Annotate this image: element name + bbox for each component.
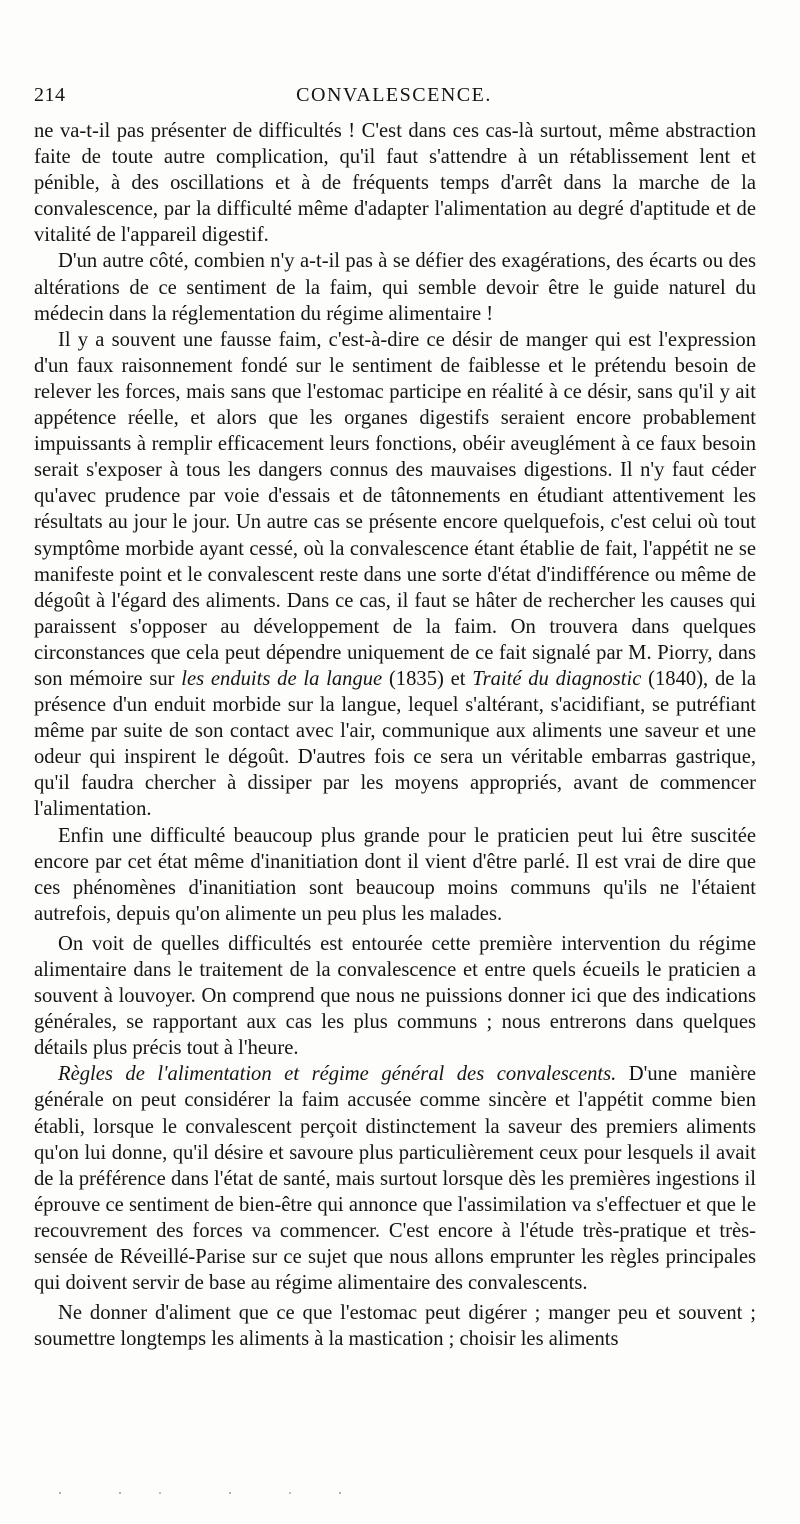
paragraph-3 (34, 327, 756, 823)
paragraph-6-text: D'une manière générale on peut considérer la faim accusée comme sincère et l'appétit comme bien établi, lorsque le convalescent perçoit distinctement la saveur des premiers aliments qu'on lui donne, qu'il désire et savoure plus particulièrement ceux pour lesquels il avait de la préférence dans l'état de santé, mais surtout lorsque dès les premières ingestions il éprouve ce sentiment de bien-être qui annonce que l'assimilation va s'effectuer et que le recouvrement des forces va commencer. C'est encore à l'étude très-pratique et très-sensée de Réveillé-Parise sur ce sujet que nous allons emprunter les règles principales qui doivent servir de base au régime alimentaire des convalescents. (34, 1063, 756, 1295)
paragraph-4-text: Enfin une difficulté beaucoup plus grande pour le praticien peut lui être suscitée encore par cet état même d'inanitiation dont il vient d'être parlé. Il est vrai de dire que ces phénomènes d'inanitiation sont beaucoup moins communs qu'ils ne l'étaient autrefois, depuis qu'on alimente un peu plus les malades. (34, 824, 756, 925)
paragraph-1-text: ne va-t-il pas présenter de difficultés ! C'est dans ces cas-là surtout, même abstraction faite de toute autre complication, qu'il faut s'attendre à un rétablissement lent et pénible, à des oscillations et à de fréquents temps d'arrêt dans la marche de la convalescence, par la difficulté même d'adapter l'alimentation au degré d'aptitude et de vitalité de l'appareil digestif. (34, 120, 756, 247)
running-title: CONVALESCENCE. (296, 84, 492, 106)
paragraph-2-text: D'un autre côté, combien n'y a-t-il pas à se défier des exagérations, des écarts ou des altérations de ce sentiment de la faim, qui semble devoir être le guide naturel du médecin dans la réglementation du régime alimentaire ! (34, 250, 756, 325)
scan-specks (40, 1488, 740, 1498)
citation-title-2: Traité du diagnostic (472, 667, 642, 690)
page-number: 214 (34, 84, 66, 106)
paragraph-3-mid: (1835) et (382, 667, 473, 690)
body-text (34, 118, 756, 1352)
paragraph-2 (34, 248, 756, 326)
paragraph-6 (34, 1061, 756, 1296)
citation-title-1: les enduits de la langue (181, 667, 383, 690)
paragraph-3-text: Il y a souvent une fausse faim, c'est-à-dire ce désir de manger qui est l'expression d'un faux raisonnement fondé sur le sentiment de faiblesse et le prétendu besoin de relever les forces, mais sans que l'estomac participe en réalité à ce désir, sans qu'il y ait appétence réelle, et alors que les organes digestifs seraient encore probablement impuissants à remplir efficacement leurs fonctions, obéir aveuglément à ce faux besoin serait s'exposer à tous les dangers connus des mauvaises digestions. Il n'y faut céder qu'avec prudence par voie d'essais et de tâtonnements en étudiant attentivement les résultats au jour le jour. Un autre cas se présente encore quelquefois, c'est celui où tout symptôme morbide ayant cessé, où la convalescence étant établie de fait, l'appétit ne se manifeste point et le convalescent reste dans une sorte d'état d'indifférence ou même de dégoût à l'égard des aliments. Dans ce cas, il faut se hâter de rechercher les causes qui paraissent s'opposer au développement de la faim. On trouvera dans quelques circonstances que cela peut dépendre uniquement de ce fait signalé par M. Piorry, dans son mémoire sur (34, 328, 756, 690)
section-heading: Règles de l'alimentation et régime général des convalescents. (58, 1063, 617, 1086)
paragraph-7-text: Ne donner d'aliment que ce que l'estomac peut digérer ; manger peu et souvent ; soumettre longtemps les aliments à la mastication ; choisir les aliments (34, 1302, 756, 1351)
running-head (34, 84, 754, 110)
paragraph-3-tail: (1840), de la présence d'un enduit morbide sur la langue, lequel s'altérant, s'acidifiant, se putréfiant même par suite de son contact avec l'air, communique aux aliments une saveur et une odeur qui inspirent le dégoût. D'autres fois ce sera un véritable embarras gastrique, qu'il faudra chercher à dissiper par les moyens appropriés, avant de commencer l'alimentation. (34, 667, 757, 821)
paragraph-5 (34, 931, 756, 1061)
paragraph-7 (34, 1300, 756, 1352)
paragraph-4 (34, 823, 756, 927)
paragraph-1 (34, 118, 756, 248)
paragraph-5-text: On voit de quelles difficultés est entourée cette première intervention du régime alimentaire dans le traitement de la convalescence et entre quels écueils le praticien a souvent à louvoyer. On comprend que nous ne puissions donner ici que des indications générales, se rapportant aux cas les plus communs ; nous entrerons dans quelques détails plus précis tout à l'heure. (34, 932, 756, 1060)
